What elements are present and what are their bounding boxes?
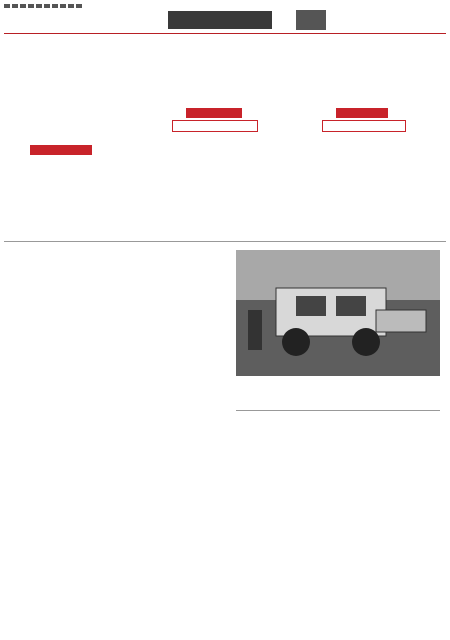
- article-column: [6, 158, 150, 238]
- article-subhead: [54, 432, 234, 441]
- article-subhead: [54, 310, 234, 319]
- main-headline: [20, 38, 440, 72]
- article-column: [52, 322, 232, 430]
- section-subtag: [322, 120, 406, 132]
- section-divider: [236, 410, 440, 411]
- byline: [320, 90, 380, 98]
- article-column: [52, 444, 232, 504]
- section-tag: [186, 108, 242, 118]
- photo-overlay-title: [276, 346, 426, 368]
- photo-caption: [236, 376, 440, 404]
- section-tag: [30, 145, 92, 155]
- article-subhead: [6, 512, 232, 521]
- contact-line: [4, 21, 124, 27]
- section-tag: [336, 108, 388, 118]
- contact-block: [4, 3, 124, 27]
- article-column: [52, 250, 132, 306]
- section-subtag: [172, 120, 258, 132]
- issue-date: [330, 24, 446, 31]
- page-badge: [296, 10, 326, 30]
- header-rule: [4, 33, 446, 34]
- section-divider: [4, 241, 446, 242]
- header-decor-bar: [4, 4, 84, 8]
- section-title: [168, 11, 272, 29]
- article-column: [6, 524, 232, 634]
- vertical-headline: [8, 258, 44, 486]
- article-column: [156, 134, 274, 238]
- article-column: [236, 442, 440, 634]
- masthead: [340, 2, 446, 22]
- article-column: [282, 134, 444, 238]
- harvester-photo: [236, 250, 440, 376]
- article-headline: [236, 420, 440, 436]
- article-intro: [6, 98, 150, 140]
- sub-headline: [120, 76, 380, 88]
- section-pinyin: [170, 2, 270, 11]
